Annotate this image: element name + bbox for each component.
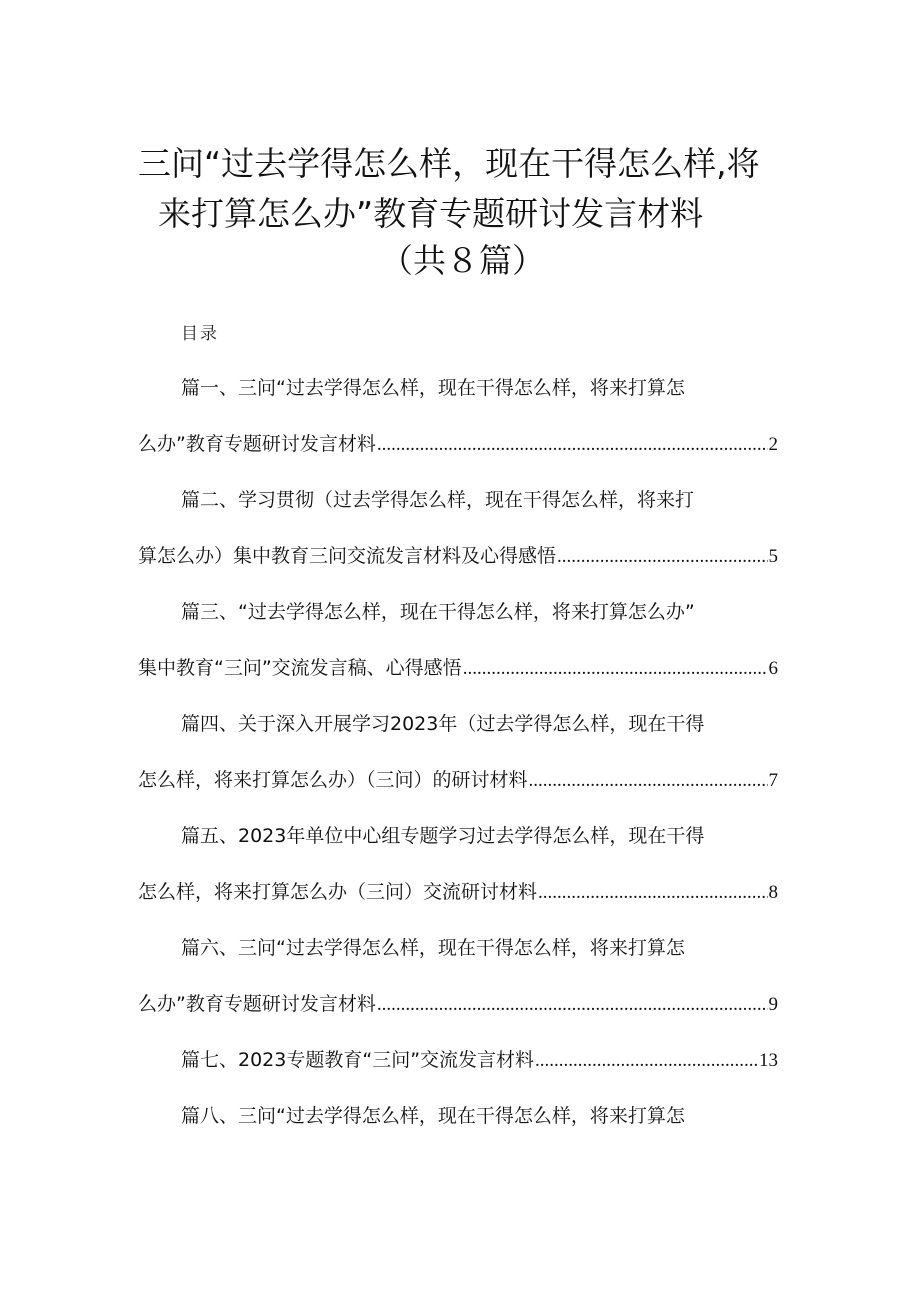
toc-entry-2-page: 5 [768,546,778,567]
toc-entry-2-line-2[interactable] [138,542,778,571]
toc-entry-1-line-1[interactable]: 篇一、三问“过去学得怎么样，现在干得怎么样，将来打算怎 [181,377,685,399]
toc-entry-7-page: 13 [759,1050,778,1071]
toc-entry-3-text: 集中教育“三问”交流发言稿、心得感悟 [138,657,462,679]
toc-entry-3-line-2[interactable] [138,654,778,683]
toc-entry-4-text: 怎么样，将来打算怎么办）（三问）的研讨材料 [138,769,528,791]
toc-leader-dots [463,655,768,683]
toc-entry-4-line-2[interactable] [138,766,778,795]
document-title-line-2: 来打算怎么办”教育专题研讨发言材料 [158,194,704,233]
toc-leader-dots [557,543,767,571]
toc-entry-4-line-1[interactable]: 篇四、关于深入开展学习2023年（过去学得怎么样，现在干得 [181,713,705,735]
toc-leader-dots [529,767,768,795]
toc-leader-dots [377,991,768,1019]
document-title-line-1: 三问“过去学得怎么样，现在干得怎么样,将 [138,144,760,183]
toc-entry-5-line-2[interactable] [138,878,778,907]
toc-entry-7-text: 篇七、2023专题教育“三问”交流发言材料 [181,1049,535,1071]
toc-entry-5-line-1[interactable]: 篇五、2023年单位中心组专题学习过去学得怎么样，现在干得 [181,825,705,847]
toc-heading: 目录 [181,324,219,344]
toc-entry-1-line-2[interactable] [138,430,778,459]
toc-entry-2-line-1[interactable]: 篇二、学习贯彻（过去学得怎么样，现在干得怎么样，将来打 [181,489,695,511]
toc-entry-6-page: 9 [768,994,778,1015]
toc-entry-3-line-1[interactable]: 篇三、“过去学得怎么样，现在干得怎么样，将来打算怎么办” [181,601,695,623]
toc-entry-7[interactable] [181,1046,778,1075]
document-title-line-3: （共８篇） [380,241,545,280]
toc-entry-4-page: 7 [768,770,778,791]
toc-entry-6-line-2[interactable] [138,990,778,1019]
toc-leader-dots [538,879,767,907]
toc-entry-6-text: 么办”教育专题研讨发言材料 [138,993,376,1015]
toc-entry-3-page: 6 [768,658,778,679]
toc-entry-2-text: 算怎么办）集中教育三问交流发言材料及心得感悟 [138,545,557,567]
toc-entry-1-page: 2 [768,434,778,455]
toc-entry-6-line-1[interactable]: 篇六、三问“过去学得怎么样，现在干得怎么样，将来打算怎 [181,937,685,959]
toc-leader-dots [535,1047,758,1075]
toc-leader-dots [377,431,768,459]
toc-entry-5-page: 8 [768,882,778,903]
toc-entry-1-text: 么办”教育专题研讨发言材料 [138,433,376,455]
toc-entry-5-text: 怎么样，将来打算怎么办（三问）交流研讨材料 [138,881,538,903]
toc-entry-8-line-1[interactable]: 篇八、三问“过去学得怎么样，现在干得怎么样，将来打算怎 [181,1105,685,1127]
